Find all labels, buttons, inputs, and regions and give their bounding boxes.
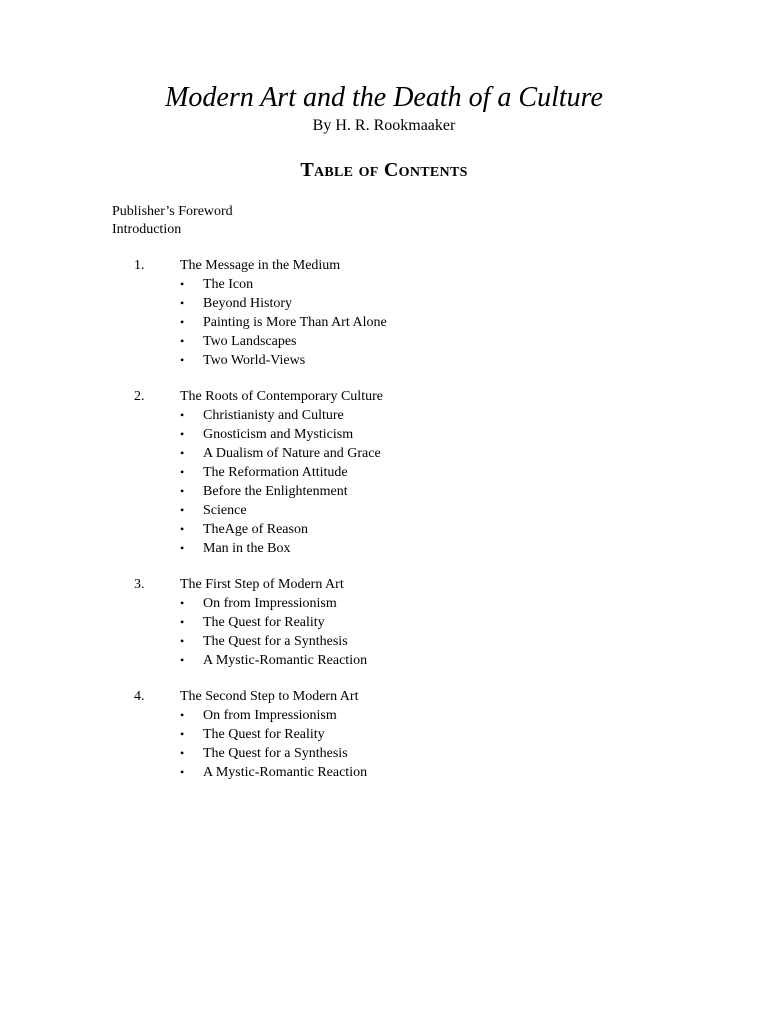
chapter-list [112, 256, 712, 799]
chapter-heading [112, 256, 712, 275]
chapter-title: The Message in the Medium [180, 258, 341, 273]
bullet-icon: • [180, 277, 185, 291]
section-label: A Mystic-Romantic Reaction [203, 765, 368, 780]
bullet-icon: • [180, 503, 185, 517]
section-item [112, 706, 712, 725]
bullet-icon: • [180, 522, 185, 536]
section-label: On from Impressionism [203, 708, 337, 723]
section-label: TheAge of Reason [203, 522, 308, 537]
section-item [112, 275, 712, 294]
section-item [112, 332, 712, 351]
bullet-icon: • [180, 427, 185, 441]
bullet-icon: • [180, 634, 185, 648]
section-item [112, 444, 712, 463]
section-list [112, 406, 712, 558]
chapter [112, 387, 712, 558]
bullet-icon: • [180, 746, 185, 760]
document-title: Modern Art and the Death of a Culture [165, 82, 603, 113]
bullet-icon: • [180, 615, 185, 629]
front-matter-item: Introduction [112, 222, 182, 237]
section-label: Gnosticism and Mysticism [203, 427, 354, 442]
section-item [112, 539, 712, 558]
section-label: Science [203, 503, 247, 518]
chapter-title: The Roots of Contemporary Culture [180, 389, 383, 404]
bullet-icon: • [180, 315, 185, 329]
section-item [112, 744, 712, 763]
chapter-number: 2. [134, 389, 145, 404]
bullet-icon: • [180, 353, 185, 367]
section-item [112, 632, 712, 651]
section-item [112, 594, 712, 613]
chapter [112, 687, 712, 782]
section-item [112, 763, 712, 782]
section-item [112, 613, 712, 632]
bullet-icon: • [180, 296, 185, 310]
section-list [112, 275, 712, 370]
bullet-icon: • [180, 334, 185, 348]
chapter-title: The First Step of Modern Art [180, 577, 344, 592]
section-label: Before the Enlightenment [203, 484, 348, 499]
section-label: Two Landscapes [203, 334, 297, 349]
section-item [112, 294, 712, 313]
section-item [112, 725, 712, 744]
bullet-icon: • [180, 653, 185, 667]
bullet-icon: • [180, 465, 185, 479]
section-item [112, 313, 712, 332]
chapter-number: 3. [134, 577, 145, 592]
chapter-heading [112, 575, 712, 594]
section-label: The Quest for Reality [203, 615, 325, 630]
section-list [112, 706, 712, 782]
section-label: The Icon [203, 277, 254, 292]
bullet-icon: • [180, 408, 185, 422]
bullet-icon: • [180, 484, 185, 498]
section-label: The Quest for a Synthesis [203, 746, 348, 761]
front-matter [112, 203, 233, 239]
chapter-number: 4. [134, 689, 145, 704]
section-label: The Quest for a Synthesis [203, 634, 348, 649]
front-matter-item: Publisher’s Foreword [112, 204, 233, 219]
section-item [112, 463, 712, 482]
section-item [112, 520, 712, 539]
section-label: Man in the Box [203, 541, 291, 556]
bullet-icon: • [180, 596, 185, 610]
section-label: A Mystic-Romantic Reaction [203, 653, 368, 668]
bullet-icon: • [180, 727, 185, 741]
section-item [112, 406, 712, 425]
section-list [112, 594, 712, 670]
document-author: By H. R. Rookmaaker [312, 117, 456, 134]
section-label: Painting is More Than Art Alone [203, 315, 387, 330]
section-label: Christianisty and Culture [203, 408, 344, 423]
section-label: On from Impressionism [203, 596, 337, 611]
chapter-title: The Second Step to Modern Art [180, 689, 359, 704]
bullet-icon: • [180, 765, 185, 779]
section-label: Beyond History [203, 296, 293, 311]
bullet-icon: • [180, 446, 185, 460]
section-label: A Dualism of Nature and Grace [203, 446, 381, 461]
section-item [112, 651, 712, 670]
section-label: Two World-Views [203, 353, 306, 368]
toc-heading: Table of Contents [300, 159, 468, 181]
section-item [112, 482, 712, 501]
chapter-heading [112, 687, 712, 706]
chapter [112, 256, 712, 370]
section-label: The Quest for Reality [203, 727, 325, 742]
section-label: The Reformation Attitude [203, 465, 348, 480]
section-item [112, 351, 712, 370]
chapter [112, 575, 712, 670]
chapter-heading [112, 387, 712, 406]
section-item [112, 425, 712, 444]
bullet-icon: • [180, 708, 185, 722]
section-item [112, 501, 712, 520]
bullet-icon: • [180, 541, 185, 555]
chapter-number: 1. [134, 258, 145, 273]
